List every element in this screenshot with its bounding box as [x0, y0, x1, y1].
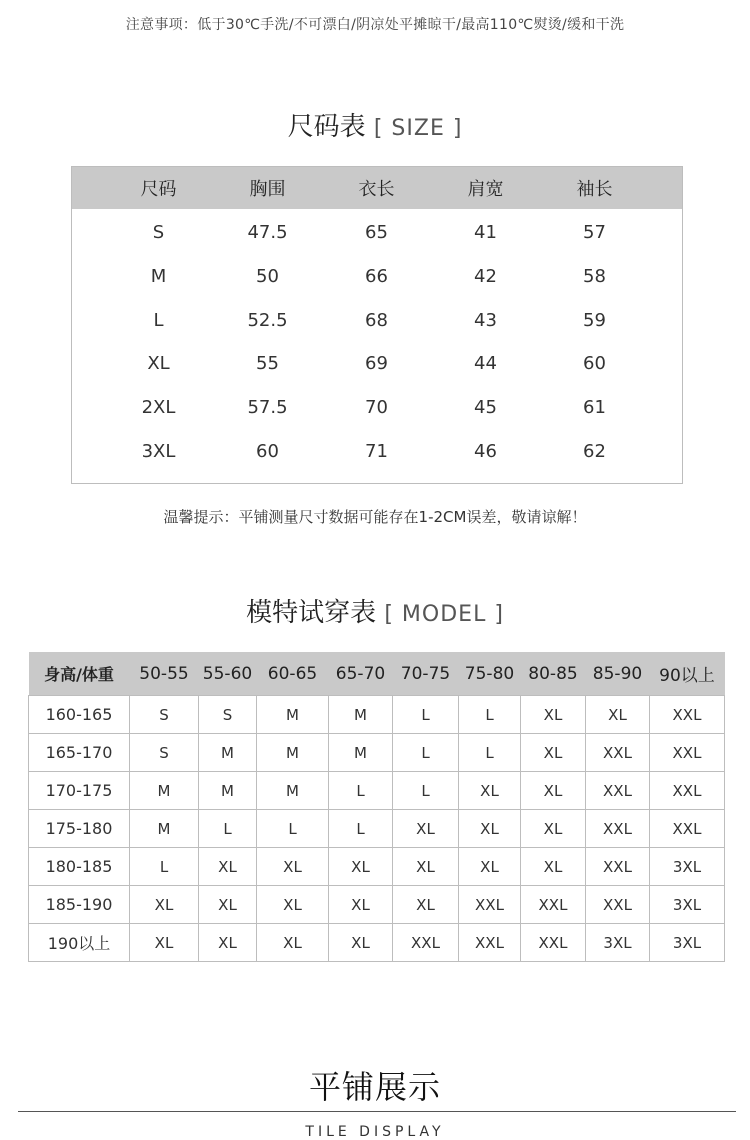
model-size-cell: L [199, 810, 257, 848]
model-size-cell: XL [257, 886, 329, 924]
height-range-cell: 165-170 [29, 734, 130, 772]
model-size-cell: XXL [459, 924, 521, 962]
size-row [72, 298, 682, 342]
model-size-cell: XXL [650, 696, 725, 734]
model-size-cell: XL [586, 696, 650, 734]
model-chart-title-en: [ MODEL ] [384, 602, 504, 627]
height-range-cell: 160-165 [29, 696, 130, 734]
size-header-cell: 尺码 [140, 179, 177, 200]
model-size-cell: XXL [586, 734, 650, 772]
model-size-cell: XXL [650, 734, 725, 772]
model-chart-title [0, 592, 750, 629]
model-size-cell: XL [329, 886, 393, 924]
size-cell: 52.5 [247, 309, 288, 331]
model-size-cell: L [393, 696, 459, 734]
model-size-cell: XL [521, 696, 586, 734]
model-size-cell: XL [459, 772, 521, 810]
size-chart-title-cn: 尺码表 [287, 112, 366, 142]
model-chart-title-cn: 模特试穿表 [246, 598, 377, 628]
size-header-cell: 衣长 [358, 179, 395, 200]
model-size-cell: M [257, 772, 329, 810]
tile-display-title: 平铺展示 [308, 1068, 441, 1106]
model-size-cell: XL [521, 810, 586, 848]
model-size-cell: XL [459, 810, 521, 848]
size-row [72, 255, 682, 299]
model-size-cell: XL [257, 848, 329, 886]
height-range-cell: 175-180 [29, 810, 130, 848]
model-size-cell: XXL [521, 924, 586, 962]
size-row [72, 429, 682, 473]
size-cell: 69 [365, 353, 388, 375]
model-size-cell: XL [130, 924, 199, 962]
height-range-cell: 185-190 [29, 886, 130, 924]
model-header-cell: 65-70 [329, 652, 393, 696]
size-header-cell: 胸围 [249, 179, 286, 200]
height-range-cell: 170-175 [29, 772, 130, 810]
size-cell: 46 [474, 440, 497, 462]
model-size-cell: XL [257, 924, 329, 962]
model-size-cell: 3XL [650, 886, 725, 924]
size-cell: 57 [583, 222, 606, 244]
size-chart-title-en: [ SIZE ] [373, 116, 463, 141]
model-size-cell: L [329, 810, 393, 848]
size-cell: 59 [583, 309, 606, 331]
size-cell: 71 [365, 440, 388, 462]
size-row [72, 386, 682, 430]
model-size-cell: XL [393, 848, 459, 886]
model-size-cell: XXL [586, 886, 650, 924]
model-size-cell: M [199, 772, 257, 810]
size-cell: 62 [583, 440, 606, 462]
size-header-cell: 肩宽 [467, 179, 504, 200]
model-size-cell: XL [329, 924, 393, 962]
size-cell: 44 [474, 353, 497, 375]
size-cell: 43 [474, 309, 497, 331]
model-size-cell: S [199, 696, 257, 734]
size-cell: 70 [365, 397, 388, 419]
model-row [29, 848, 725, 886]
model-size-cell: XL [329, 848, 393, 886]
size-header-cell: 袖长 [576, 179, 613, 200]
model-size-cell: XXL [650, 772, 725, 810]
model-size-cell: L [459, 734, 521, 772]
model-row [29, 924, 725, 962]
model-fit-table [28, 652, 725, 962]
model-header-cell: 身高/体重 [29, 652, 130, 696]
model-size-cell: 3XL [586, 924, 650, 962]
size-cell: 45 [474, 397, 497, 419]
model-size-cell: XL [521, 848, 586, 886]
model-size-cell: M [257, 734, 329, 772]
model-size-cell: XXL [586, 772, 650, 810]
size-cell: 47.5 [247, 222, 288, 244]
model-header-cell: 85-90 [586, 652, 650, 696]
model-header-cell: 80-85 [521, 652, 586, 696]
model-size-cell: S [130, 696, 199, 734]
size-cell: 41 [474, 222, 497, 244]
model-size-cell: L [393, 772, 459, 810]
size-row [72, 211, 682, 255]
model-size-cell: L [459, 696, 521, 734]
size-cell: 57.5 [247, 397, 288, 419]
model-size-cell: XL [393, 886, 459, 924]
tile-display-subtitle: TILE DISPLAY [305, 1124, 445, 1140]
model-row [29, 696, 725, 734]
model-size-cell: L [393, 734, 459, 772]
model-size-cell: XXL [650, 810, 725, 848]
size-chart-table [71, 166, 683, 484]
model-size-cell: XL [459, 848, 521, 886]
model-size-cell: XL [521, 734, 586, 772]
care-instructions: 注意事项：低于30℃手洗/不可漂白/阴凉处平摊晾干/最高110℃熨烫/缓和干洗 [125, 17, 625, 33]
model-table-body [29, 696, 725, 962]
size-cell: L [153, 309, 164, 331]
model-size-cell: 3XL [650, 848, 725, 886]
model-header-cell: 55-60 [199, 652, 257, 696]
model-row [29, 886, 725, 924]
model-size-cell: XL [393, 810, 459, 848]
model-size-cell: XL [199, 886, 257, 924]
model-size-cell: 3XL [650, 924, 725, 962]
size-cell: 50 [256, 266, 279, 288]
model-size-cell: XXL [586, 848, 650, 886]
size-cell: 55 [256, 353, 279, 375]
model-size-cell: S [130, 734, 199, 772]
model-size-cell: L [329, 772, 393, 810]
model-row [29, 810, 725, 848]
size-cell: 65 [365, 222, 388, 244]
model-size-cell: XXL [521, 886, 586, 924]
model-size-cell: L [130, 848, 199, 886]
size-cell: M [150, 266, 167, 288]
model-header-cell: 70-75 [393, 652, 459, 696]
height-range-cell: 180-185 [29, 848, 130, 886]
size-cell: 66 [365, 266, 388, 288]
model-header-cell: 90以上 [650, 652, 725, 696]
model-size-cell: XXL [459, 886, 521, 924]
size-cell: 3XL [141, 440, 176, 462]
size-cell: 2XL [141, 397, 176, 419]
model-size-cell: M [257, 696, 329, 734]
size-cell: S [152, 222, 165, 244]
model-size-cell: L [257, 810, 329, 848]
model-size-cell: XL [199, 924, 257, 962]
model-size-cell: XL [199, 848, 257, 886]
model-size-cell: XL [521, 772, 586, 810]
model-header-cell: 75-80 [459, 652, 521, 696]
model-size-cell: XXL [586, 810, 650, 848]
size-cell: 61 [583, 397, 606, 419]
model-size-cell: XL [130, 886, 199, 924]
model-size-cell: XXL [393, 924, 459, 962]
size-cell: 60 [583, 353, 606, 375]
size-chart-header [72, 167, 682, 209]
size-cell: 58 [583, 266, 606, 288]
size-chart-body [72, 209, 682, 473]
model-row [29, 772, 725, 810]
size-chart-title [0, 106, 750, 143]
height-range-cell: 190以上 [29, 924, 130, 962]
size-cell: 60 [256, 440, 279, 462]
model-size-cell: M [329, 734, 393, 772]
model-size-cell: M [199, 734, 257, 772]
measurement-tip: 温馨提示：平铺测量尺寸数据可能存在1-2CM误差，敬请谅解！ [163, 508, 587, 526]
model-size-cell: M [329, 696, 393, 734]
model-size-cell: M [130, 810, 199, 848]
size-cell: 42 [474, 266, 497, 288]
model-table-header [29, 652, 725, 696]
model-row [29, 734, 725, 772]
size-cell: 68 [365, 309, 388, 331]
model-header-cell: 60-65 [257, 652, 329, 696]
model-header-cell: 50-55 [130, 652, 199, 696]
size-row [72, 342, 682, 386]
model-size-cell: M [130, 772, 199, 810]
size-cell: XL [147, 353, 170, 375]
tile-divider [18, 1111, 736, 1112]
